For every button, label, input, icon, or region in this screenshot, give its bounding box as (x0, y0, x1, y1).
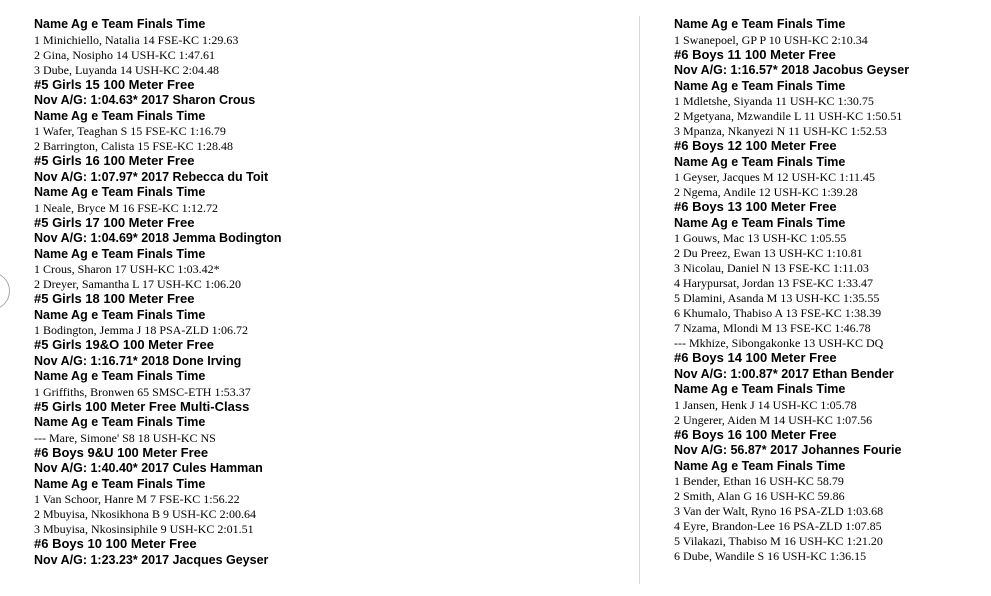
event-title: #5 Girls 18 100 Meter Free (34, 291, 195, 306)
result-row: 1 Wafer, Teaghan S 15 FSE-KC 1:16.79 (34, 124, 226, 138)
result-row: 7 Nzama, Mlondi M 13 FSE-KC 1:46.78 (674, 321, 871, 335)
result-row: 6 Khumalo, Thabiso A 13 FSE-KC 1:38.39 (674, 306, 882, 320)
column-header-line: Name Ag e Team Finals Time (34, 185, 206, 199)
record-line: Nov A/G: 1:16.57* 2018 Jacobus Geyser (674, 63, 910, 77)
result-row: --- Mkhize, Sibongakonke 13 USH-KC DQ (674, 336, 884, 350)
column-header-line: Name Ag e Team Finals Time (34, 415, 206, 429)
column-header-line: Name Ag e Team Finals Time (674, 382, 846, 396)
result-row: 1 Griffiths, Bronwen 65 SMSC-ETH 1:53.37 (34, 384, 251, 399)
result-row: 4 Harypursat, Jordan 13 FSE-KC 1:33.47 (674, 276, 873, 290)
result-row: 2 Du Preez, Ewan 13 USH-KC 1:10.81 (674, 246, 863, 260)
result-row: 1 Swanepoel, GP P 10 USH-KC 2:10.34 (674, 32, 868, 47)
column-header-line: Name Ag e Team Finals Time (34, 108, 206, 123)
result-row: 1 Bodington, Jemma J 18 PSA-ZLD 1:06.72 (34, 323, 249, 337)
result-row: 2 Mgetyana, Mzwandile L 11 USH-KC 1:50.51 (674, 109, 903, 123)
column-header-line: Name Ag e Team Finals Time (674, 78, 846, 93)
event-title: #6 Boys 14 100 Meter Free (674, 350, 837, 365)
result-row: 5 Dlamini, Asanda M 13 USH-KC 1:35.55 (674, 291, 880, 305)
record-line: Nov A/G: 1:16.71* 2018 Done Irving (34, 353, 242, 368)
result-row: 1 Gouws, Mac 13 USH-KC 1:05.55 (674, 231, 847, 245)
event-title: #6 Boys 12 100 Meter Free (674, 138, 837, 153)
result-row: 1 Mdletshe, Siyanda 11 USH-KC 1:30.75 (674, 94, 874, 108)
result-row: 1 Van Schoor, Hanre M 7 FSE-KC 1:56.22 (34, 492, 240, 506)
result-row: 2 Gina, Nosipho 14 USH-KC 1:47.61 (34, 47, 216, 62)
result-row: 3 Mbuyisa, Nkosinsiphile 9 USH-KC 2:01.51 (34, 522, 254, 536)
column-header-line: Name Ag e Team Finals Time (674, 154, 846, 169)
event-title: #6 Boys 9&U 100 Meter Free (34, 444, 209, 460)
column-header-line: Name Ag e Team Finals Time (34, 246, 206, 261)
record-line: Nov A/G: 1:07.97* 2017 Rebecca du Toit (34, 169, 269, 184)
result-row: 3 Van der Walt, Ryno 16 PSA-ZLD 1:03.68 (674, 504, 884, 518)
result-row: 2 Smith, Alan G 16 USH-KC 59.86 (674, 489, 845, 503)
result-row: 1 Geyser, Jacques M 12 USH-KC 1:11.45 (674, 170, 876, 184)
result-row: 3 Dube, Luyanda 14 USH-KC 2:04.48 (34, 62, 219, 77)
result-row: 2 Mbuyisa, Nkosikhona B 9 USH-KC 2:00.64 (34, 507, 257, 521)
column-divider (639, 16, 640, 584)
event-title: #6 Boys 13 100 Meter Free (674, 199, 837, 214)
event-title: #6 Boys 11 100 Meter Free (674, 46, 836, 62)
event-title: #5 Girls 19&O 100 Meter Free (34, 337, 214, 352)
results-column-left (34, 16, 624, 567)
scroll-handle[interactable] (0, 272, 10, 310)
result-row: --- Mare, Simone' S8 18 USH-KC NS (34, 430, 216, 445)
column-header-line: Name Ag e Team Finals Time (674, 458, 846, 473)
result-row: 2 Barrington, Calista 15 FSE-KC 1:28.48 (34, 139, 233, 153)
column-header-line: Name Ag e Team Finals Time (674, 215, 846, 230)
record-line: Nov A/G: 1:23.23* 2017 Jacques Geyser (34, 552, 269, 567)
event-title: #5 Girls 17 100 Meter Free (34, 214, 195, 230)
result-row: 3 Nicolau, Daniel N 13 FSE-KC 1:11.03 (674, 261, 869, 275)
result-row: 2 Ungerer, Aiden M 14 USH-KC 1:07.56 (674, 412, 873, 427)
result-row: 1 Bender, Ethan 16 USH-KC 58.79 (674, 474, 844, 488)
event-title: #5 Girls 15 100 Meter Free (34, 76, 195, 92)
result-row: 3 Mpanza, Nkanyezi N 11 USH-KC 1:52.53 (674, 124, 887, 138)
result-row: 1 Jansen, Henk J 14 USH-KC 1:05.78 (674, 397, 857, 412)
results-column-right (674, 16, 984, 563)
event-title: #5 Girls 16 100 Meter Free (34, 153, 195, 168)
result-row: 6 Dube, Wandile S 16 USH-KC 1:36.15 (674, 549, 867, 563)
record-line: Nov A/G: 1:00.87* 2017 Ethan Bender (674, 366, 894, 381)
event-title: #5 Girls 100 Meter Free Multi-Class (34, 398, 250, 414)
column-header-line: Name Ag e Team Finals Time (34, 17, 206, 31)
column-header-line: Name Ag e Team Finals Time (34, 369, 206, 383)
column-header-line: Name Ag e Team Finals Time (34, 307, 206, 322)
event-title: #6 Boys 10 100 Meter Free (34, 536, 197, 551)
record-line: Nov A/G: 1:40.40* 2017 Cules Hamman (34, 461, 263, 475)
record-line: Nov A/G: 1:04.69* 2018 Jemma Bodington (34, 231, 282, 245)
column-header-line: Name Ag e Team Finals Time (34, 476, 206, 491)
result-row: 5 Vilakazi, Thabiso M 16 USH-KC 1:21.20 (674, 534, 883, 548)
event-title: #6 Boys 16 100 Meter Free (674, 426, 837, 442)
record-line: Nov A/G: 56.87* 2017 Johannes Fourie (674, 443, 902, 457)
result-row: 2 Ngema, Andile 12 USH-KC 1:39.28 (674, 185, 858, 199)
result-row: 1 Minichiello, Natalia 14 FSE-KC 1:29.63 (34, 32, 239, 47)
result-row: 4 Eyre, Brandon-Lee 16 PSA-ZLD 1:07.85 (674, 519, 882, 533)
column-header-line: Name Ag e Team Finals Time (674, 17, 846, 31)
result-row: 2 Dreyer, Samantha L 17 USH-KC 1:06.20 (34, 277, 242, 291)
result-row: 1 Neale, Bryce M 16 FSE-KC 1:12.72 (34, 200, 218, 215)
record-line: Nov A/G: 1:04.63* 2017 Sharon Crous (34, 93, 256, 107)
result-row: 1 Crous, Sharon 17 USH-KC 1:03.42* (34, 262, 220, 276)
